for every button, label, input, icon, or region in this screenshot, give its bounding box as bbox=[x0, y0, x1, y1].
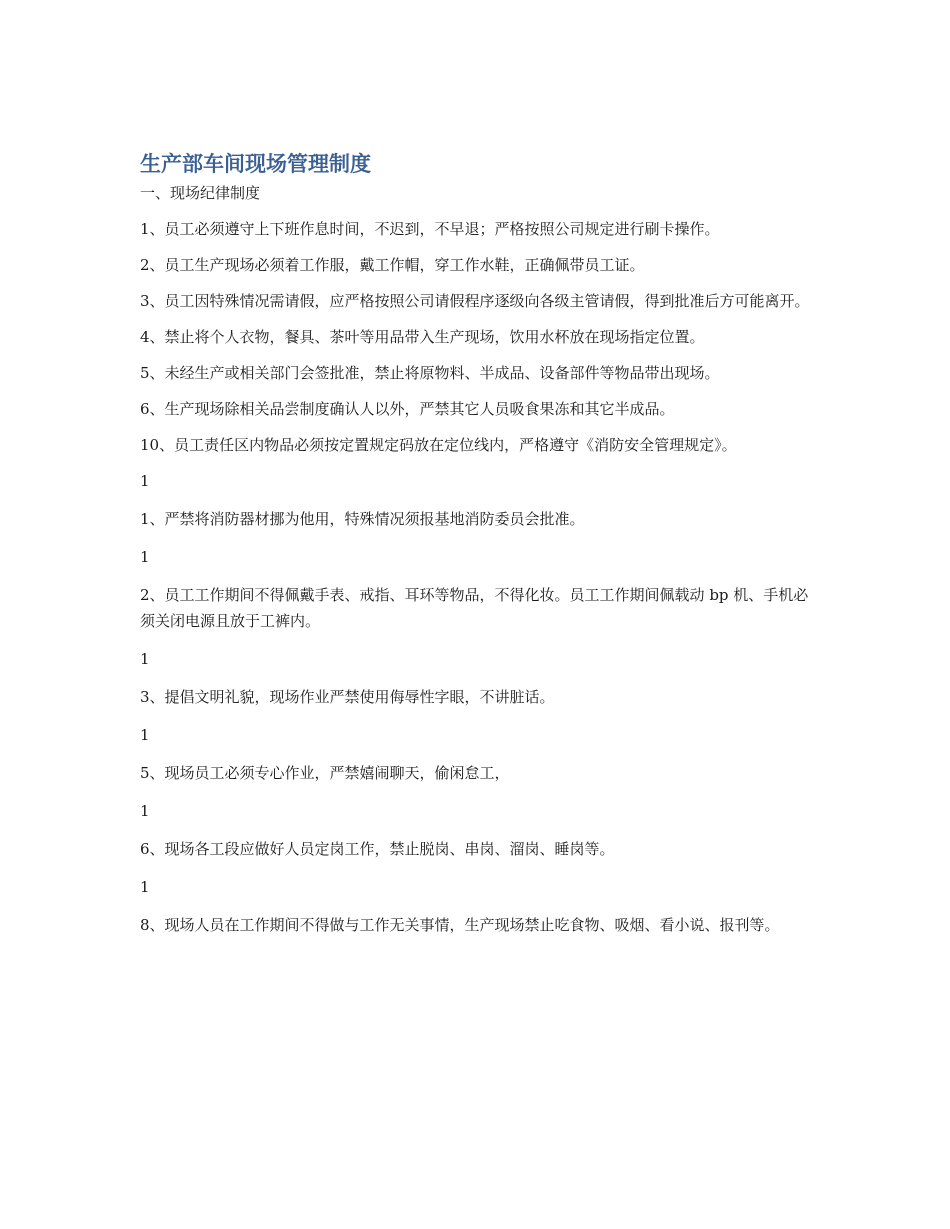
paragraph: 1、员工必须遵守上下班作息时间，不迟到，不早退；严格按照公司规定进行刷卡操作。 bbox=[140, 220, 720, 238]
paragraph: 3、员工因特殊情况需请假，应严格按照公司请假程序逐级向各级主管请假，得到批准后方可能离开。 bbox=[140, 292, 810, 310]
paragraph-number: 1 bbox=[140, 802, 150, 820]
paragraph-number: 1 bbox=[140, 472, 150, 490]
paragraph-number: 1 bbox=[140, 878, 150, 896]
paragraph: 3、提倡文明礼貌，现场作业严禁使用侮辱性字眼，不讲脏话。 bbox=[140, 688, 555, 706]
paragraph: 1、严禁将消防器材挪为他用，特殊情况须报基地消防委员会批准。 bbox=[140, 510, 585, 528]
paragraph: 10、员工责任区内物品必须按定置规定码放在定位线内，严格遵守《消防安全管理规定》。 bbox=[140, 436, 737, 454]
paragraph: 5、现场员工必须专心作业，严禁嬉闹聊天，偷闲怠工， bbox=[140, 764, 510, 782]
paragraph-number: 1 bbox=[140, 726, 150, 744]
paragraph: 5、未经生产或相关部门会签批准，禁止将原物料、半成品、设备部件等物品带出现场。 bbox=[140, 364, 720, 382]
paragraph: 6、生产现场除相关品尝制度确认人以外，严禁其它人员吸食果冻和其它半成品。 bbox=[140, 400, 675, 418]
paragraph: 8、现场人员在工作期间不得做与工作无关事情，生产现场禁止吃食物、吸烟、看小说、报刊等。 bbox=[140, 916, 780, 934]
paragraph-number: 1 bbox=[140, 548, 150, 566]
paragraph: 2、员工生产现场必须着工作服，戴工作帽，穿工作水鞋，正确佩带员工证。 bbox=[140, 256, 645, 274]
paragraph: 2、员工工作期间不得佩戴手表、戒指、耳环等物品，不得化妆。员工工作期间佩载动 bp 机、手机必须关闭电源且放于工裤内。 bbox=[140, 586, 809, 630]
paragraph: 6、现场各工段应做好人员定岗工作，禁止脱岗、串岗、溜岗、睡岗等。 bbox=[140, 840, 615, 858]
document-body bbox=[140, 148, 810, 950]
paragraph-number: 1 bbox=[140, 650, 150, 668]
section-heading: 一、现场纪律制度 bbox=[140, 184, 261, 202]
paragraph: 4、禁止将个人衣物，餐具、茶叶等用品带入生产现场，饮用水杯放在现场指定位置。 bbox=[140, 328, 705, 346]
document-title: 生产部车间现场管理制度 bbox=[140, 152, 371, 176]
